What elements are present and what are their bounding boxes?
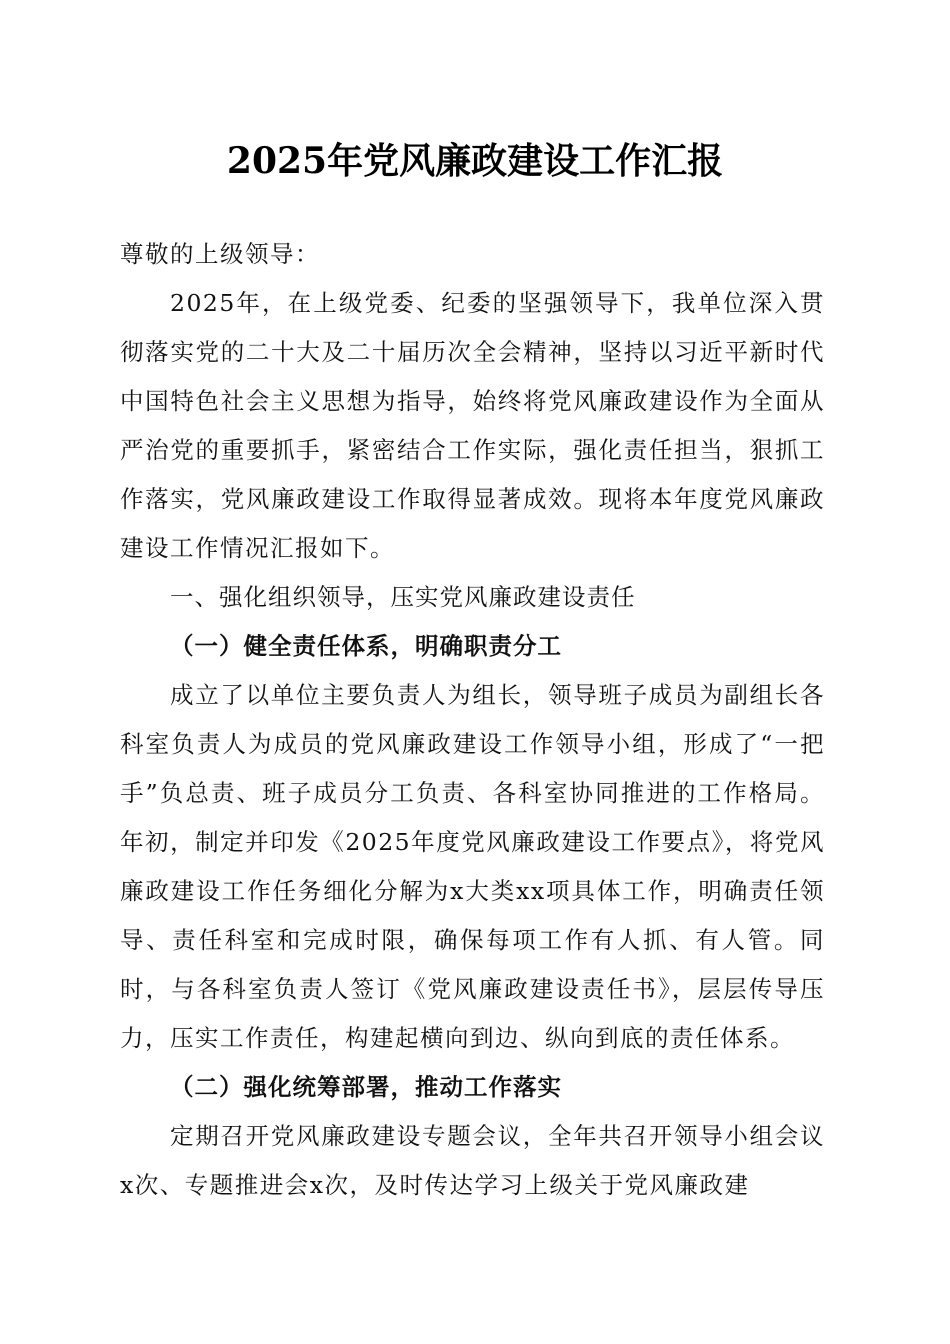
salutation: 尊敬的上级领导： [120, 240, 320, 268]
intro-paragraph: 2025年，在上级党委、纪委的坚强领导下，我单位深入贯彻落实党的二十大及二十届历次全会精神，坚持以习近平新时代中国特色社会主义思想为指导，始终将党风廉政建设作为全面从严治党的重要抓手，紧密结合工作实际，强化责任担当，狠抓工作落实，党风廉政建设工作取得显著成效。现将本年度党风廉政建设工作情况汇报如下。 [120, 289, 825, 562]
section-heading-1: 一、强化组织领导，压实党风廉政建设责任 [170, 583, 636, 611]
document-title: 2025年党风廉政建设工作汇报 [226, 140, 724, 182]
document-body [120, 230, 825, 1210]
subsection-1-paragraph: 成立了以单位主要负责人为组长，领导班子成员为副组长各科室负责人为成员的党风廉政建设工作领导小组，形成了“一把手”负总责、班子成员分工负责、各科室协同推进的工作格局。年初，制定并印发《2025年度党风廉政建设工作要点》，将党风廉政建设工作任务细化分解为x大类xx项具体工作，明确责任领导、责任科室和完成时限，确保每项工作有人抓、有人管。同时，与各科室负责人签订《党风廉政建设责任书》，层层传导压力，压实工作责任，构建起横向到边、纵向到底的责任体系。 [120, 681, 825, 1052]
subsection-2-paragraph: 定期召开党风廉政建设专题会议，全年共召开领导小组会议x次、专题推进会x次，及时传达学习上级关于党风廉政建 [120, 1122, 825, 1199]
subsection-heading-2: （二）强化统筹部署，推动工作落实 [170, 1073, 562, 1101]
subsection-heading-1: （一）健全责任体系，明确职责分工 [170, 632, 562, 660]
